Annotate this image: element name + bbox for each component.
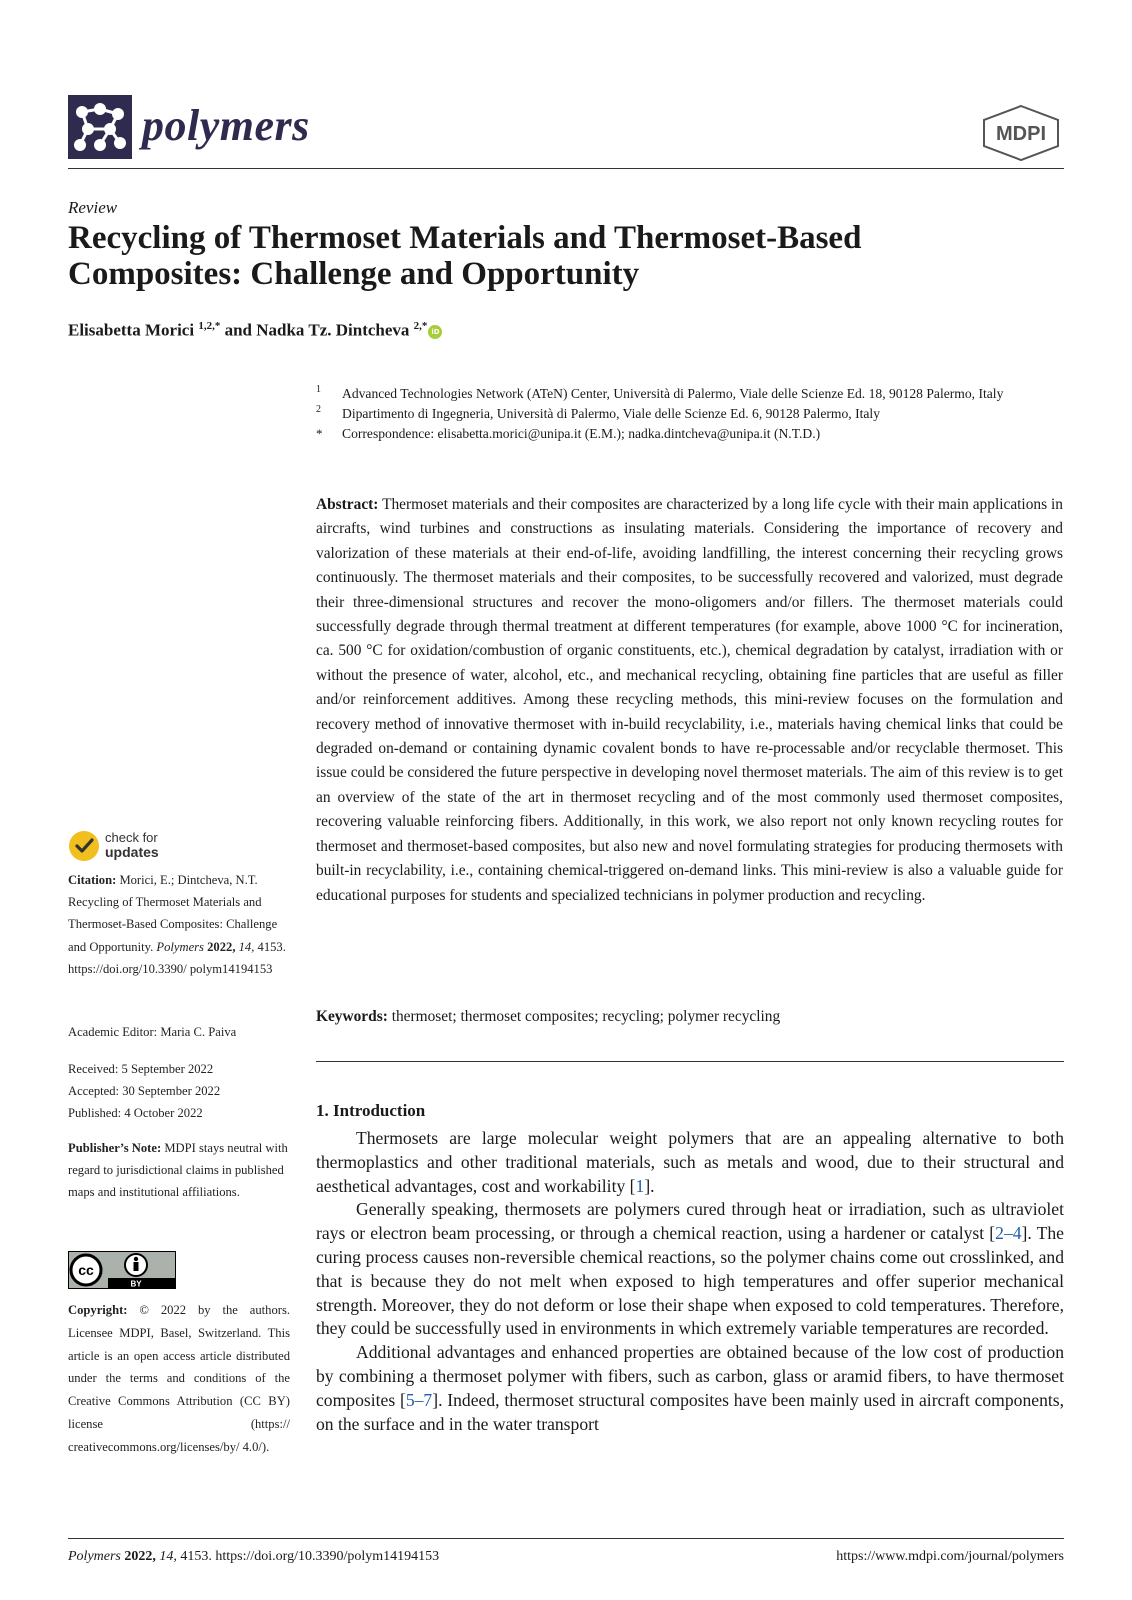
abstract-label: Abstract: <box>316 496 379 513</box>
paragraph-text: Additional advantages and enhanced properties are obtained because of the low cost of production by combining a thermoset polymer with fibers, such as carbon, glass or aramid fibers, to have thermoset composites [ <box>316 1342 1064 1410</box>
copyright-label: Copyright: <box>68 1303 128 1317</box>
mdpi-logo-icon <box>980 104 1062 162</box>
published-date: Published: 4 October 2022 <box>68 1106 203 1120</box>
svg-text:BY: BY <box>130 1279 142 1289</box>
author-connector: and <box>224 320 252 340</box>
journal-name: polymers <box>142 101 310 150</box>
paragraph <box>316 1127 1064 1198</box>
affiliation-item <box>316 404 1056 424</box>
affiliation-mark: 2 <box>316 404 321 415</box>
accepted-date: Accepted: 30 September 2022 <box>68 1084 221 1098</box>
article-type: Review <box>68 198 118 217</box>
cc-by-license-icon[interactable] <box>68 1251 176 1289</box>
paragraph-text: ]. <box>644 1175 655 1196</box>
footer-doi[interactable]: 4153. https://doi.org/10.3390/polym14194153 <box>180 1549 440 1564</box>
academic-editor: Academic Editor: Maria C. Paiva <box>68 1025 237 1039</box>
citation-volume: 14, <box>238 939 255 954</box>
publisher-note-text: MDPI stays neutral with regard to jurisdictional claims in published maps and institutional affiliations. <box>68 1141 288 1200</box>
keywords <box>316 1008 1063 1026</box>
footer-citation <box>68 1549 439 1565</box>
check-updates-line: check for <box>105 830 158 845</box>
footer-journal-url[interactable]: https://www.mdpi.com/journal/polymers <box>836 1549 1064 1564</box>
check-updates-line: updates <box>105 844 159 860</box>
affiliation-mark: 1 <box>316 384 321 395</box>
header-divider <box>68 168 1064 169</box>
affiliations <box>316 384 1056 444</box>
footer-divider <box>68 1538 1064 1539</box>
author-affiliation-marks: 1,2,* <box>198 320 221 332</box>
reference-link[interactable]: 1 <box>635 1175 645 1196</box>
paragraph <box>316 1341 1064 1436</box>
correspondence-text[interactable]: Correspondence: elisabetta.morici@unipa.it (E.M.); nadka.dintcheva@unipa.it (N.T.D.) <box>342 426 821 441</box>
orcid-icon[interactable]: iD <box>428 325 442 339</box>
abstract <box>316 493 1063 908</box>
author-list <box>68 320 442 341</box>
paragraph <box>316 1198 1064 1341</box>
affiliation-item <box>316 384 1056 404</box>
polymers-logo-icon <box>68 95 132 159</box>
reference-link[interactable]: 5–7 <box>405 1389 433 1410</box>
citation-text: Morici, E.; Dintcheva, N.T. Recycling of Thermoset Materials and Thermoset-Based Composites: Challenge and Opportunity. <box>68 873 278 954</box>
keywords-text: thermoset; thermoset composites; recycling; polymer recycling <box>391 1008 781 1025</box>
article-title: Recycling of Thermoset Materials and Thermoset-Based Composites: Challenge and Opportunity <box>68 220 862 292</box>
footer-journal: Polymers <box>68 1549 121 1564</box>
paragraph-text: ]. The curing process causes non-reversible chemical reactions, so the polymer chains come out crosslinked, and that is because they do not melt when exposed to high temperatures and offer superior mechanical strength. Moreover, they do not deform or lose their shape when exposed to cold temperatures. Therefore, they could be successfully used in environments in which extremely variable temperatures are recorded. <box>316 1223 1064 1339</box>
citation-label: Citation: <box>68 873 117 887</box>
footer-year: 2022, <box>124 1549 156 1564</box>
section-divider <box>316 1061 1064 1062</box>
section-heading: 1. Introduction <box>316 1101 426 1120</box>
svg-text:cc: cc <box>78 1262 94 1278</box>
paragraph-text: ]. Indeed, thermoset structural composites have been mainly used in aircraft components, on the surface and in the water transport <box>316 1389 1064 1434</box>
copyright-text: © 2022 by the authors. Licensee MDPI, Basel, Switzerland. This article is an open access article distributed under the terms and conditions of the Creative Commons Attribution (CC BY) license (https:// creativecommons.org/licenses/by/ 4.0/). <box>68 1303 290 1454</box>
citation-journal: Polymers <box>156 939 204 954</box>
affiliation-text: Dipartimento di Ingegneria, Università di Palermo, Viale delle Scienze Ed. 6, 90128 Palermo, Italy <box>342 406 881 421</box>
publisher-note-label: Publisher’s Note: <box>68 1141 162 1155</box>
check-updates-icon <box>68 830 100 862</box>
received-date: Received: 5 September 2022 <box>68 1062 214 1076</box>
author-name[interactable]: Nadka Tz. Dintcheva <box>256 320 410 340</box>
paragraph-text: Generally speaking, thermosets are polymers cured through heat or irradiation, such as ultraviolet rays or electron beam processing, or through a chemical reaction, using a hardener or catalyst [ <box>316 1199 1064 1244</box>
affiliation-mark: * <box>316 426 323 441</box>
abstract-text: Thermoset materials and their composites are characterized by a long life cycle with their main applications in aircrafts, wind turbines and constructions as insulating materials. Considering the importance of recovery and valorization of these materials at their end-of-life, avoiding landfilling, the interest concerning their recycling grows continuously. The thermoset materials and their composites, to be successfully recovered and valorized, must degrade their three-dimensional structures and recover the mono-oligomers and/or fillers. The thermoset materials could successfully degrade through thermal treatment at different temperatures (for example, above 1000 °C for incineration, ca. 500 °C for oxidation/combustion of organic constituents, etc.), chemical degradation by catalyst, irradiation with or without the presence of water, alcohol, etc., and mechanical recycling, obtaining fine particles that are useful as filler and/or reinforcement additives. Among these recycling methods, this mini-review focuses on the formulation and recovery method of innovative thermoset with in-build recyclability, i.e., materials having chemical links that could be degraded on-demand or containing dynamic covalent bonds to have re-processable and/or recyclable thermoset. This issue could be considered the future perspective in developing novel thermoset materials. The aim of this review is to get an overview of the state of the art in thermoset recycling and of the most commonly used thermoset composites, recovering valuable reinforcing fibers. Additionally, in this work, we also report not only known recycling routes for thermoset and thermoset-based composites, but also new and novel formulating strategies for producing thermosets with built-in recyclability, i.e., containing chemical-triggered on-demand links. This mini-review is also a valuable guide for educational purposes for students and specialized technicians in polymer production and recycling. <box>316 496 1063 904</box>
paragraph-text: Thermosets are large molecular weight polymers that are an appealing alternative to both thermoplastics and other traditional materials, such as metals and wood, due to their structural and aesthetical advantages, cost and workability [ <box>316 1128 1064 1196</box>
footer-volume: 14, <box>159 1549 177 1564</box>
copyright <box>68 1299 290 1459</box>
affiliation-text: Advanced Technologies Network (ATeN) Center, Università di Palermo, Viale delle Scienze Ed. 18, 90128 Palermo, Italy <box>342 386 1004 401</box>
check-updates-label <box>105 831 159 859</box>
citation-doi[interactable]: 4153. https://doi.org/10.3390/ polym14194153 <box>68 939 286 976</box>
keywords-label: Keywords: <box>316 1008 388 1025</box>
correspondence <box>316 424 1056 444</box>
reference-link[interactable]: 2–4 <box>995 1223 1022 1244</box>
svg-text:MDPI: MDPI <box>996 123 1046 145</box>
citation-year: 2022, <box>207 939 236 954</box>
publisher-note <box>68 1137 290 1204</box>
author-affiliation-marks: 2,* <box>413 320 428 332</box>
citation <box>68 869 290 980</box>
author-name[interactable]: Elisabetta Morici <box>68 320 195 340</box>
introduction-body <box>316 1127 1064 1436</box>
